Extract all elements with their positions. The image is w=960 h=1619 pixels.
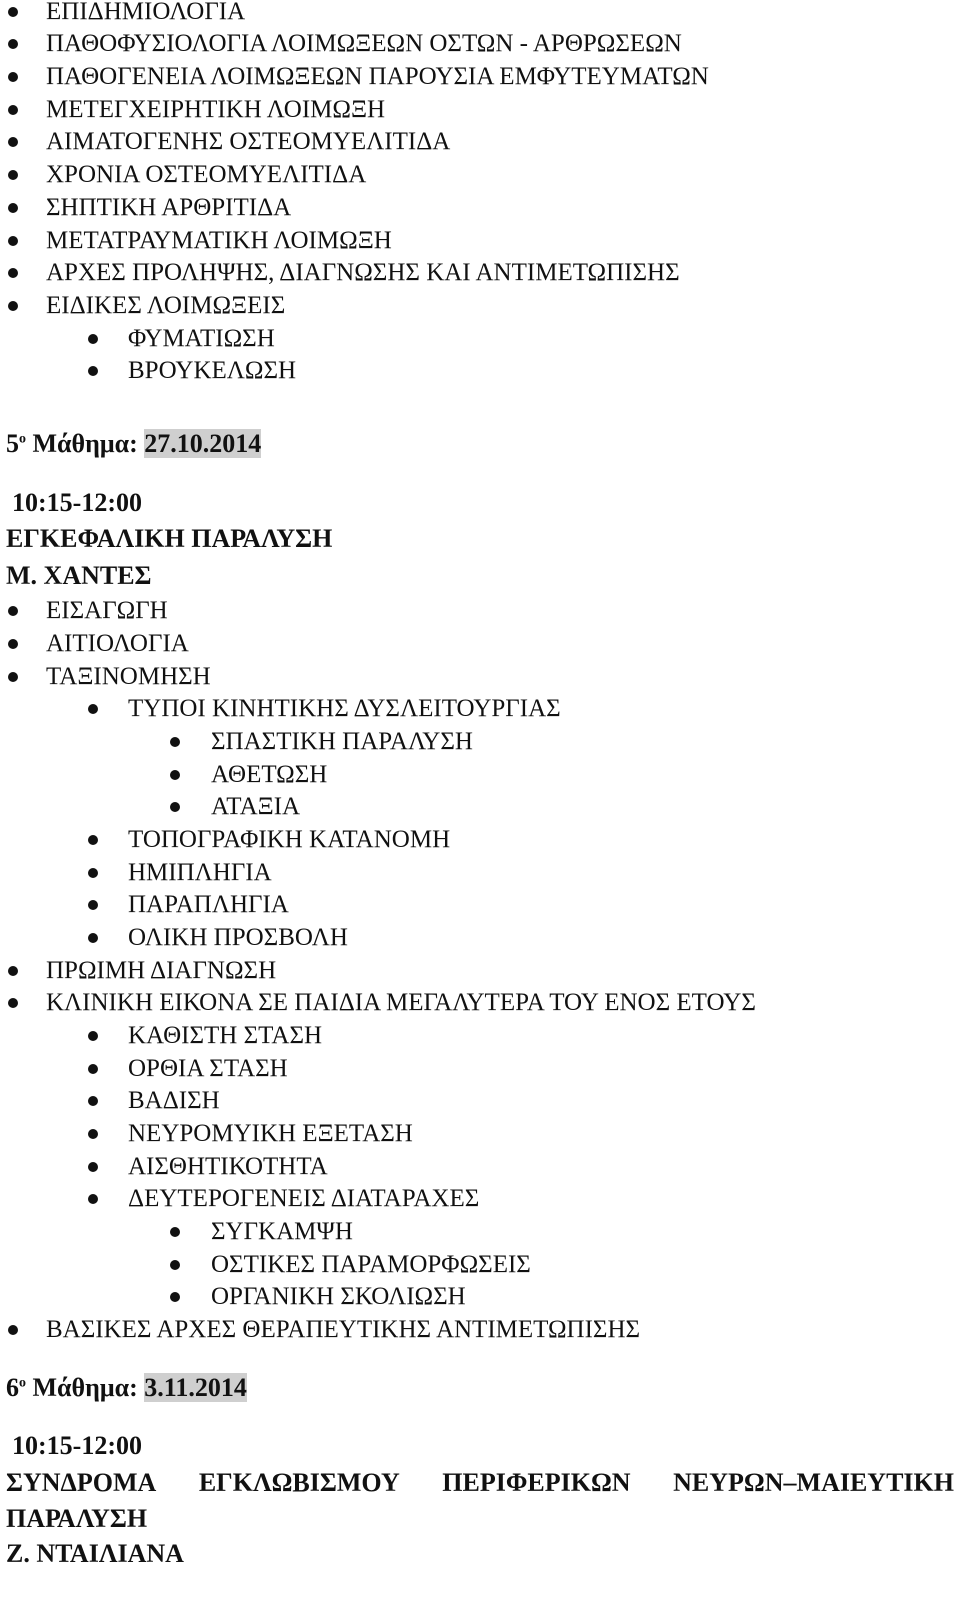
lesson-topic: ΕΓΚΕΦΑΛΙΚΗ ΠΑΡΑΛΥΣΗ [6,524,333,553]
list-item: ΒΑΣΙΚΕΣ ΑΡΧΕΣ ΘΕΡΑΠΕΥΤΙΚΗΣ ΑΝΤΙΜΕΤΩΠΙΣΗΣ [46,1316,641,1343]
lesson-time: 10:15-12:00 [12,488,142,517]
list-item: ΣΗΠΤΙΚΗ ΑΡΘΡΙΤΙΔΑ [46,194,292,221]
lesson-date: 3.11.2014 [144,1373,247,1402]
sub-list-item: ΝΕΥΡΟΜΥΙΚΗ ΕΞΕΤΑΣΗ [128,1120,413,1147]
list-item: ΚΛΙΝΙΚΗ ΕΙΚΟΝΑ ΣΕ ΠΑΙΔΙΑ ΜΕΓΑΛΥΤΕΡΑ ΤΟΥ ΕΝΟΣ ΕΤΟΥΣ [46,989,756,1016]
lesson-number: 5 [6,429,19,458]
list-item: ΤΑΞΙΝΟΜΗΣΗ [46,663,211,690]
sub-list-item: ΠΑΡΑΠΛΗΓΙΑ [128,891,289,918]
lesson-number: 6 [6,1373,19,1402]
lesson-heading [6,429,261,459]
lesson-heading [6,1373,247,1403]
sub-list-item: ΔΕΥΤΕΡΟΓΕΝΕΙΣ ΔΙΑΤΑΡΑΧΕΣ [128,1185,480,1212]
list-item: ΕΙΔΙΚΕΣ ΛΟΙΜΩΞΕΙΣ [46,292,286,319]
list-item: ΑΙΜΑΤΟΓΕΝΗΣ ΟΣΤΕΟΜΥΕΛΙΤΙΔΑ [46,128,451,155]
topic-word: ΠΕΡΙΦΕΡΙΚΩΝ [442,1468,631,1497]
sub-list-item: ΤΟΠΟΓΡΑΦΙΚΗ ΚΑΤΑΝΟΜΗ [128,826,451,853]
list-item: ΠΑΘΟΦΥΣΙΟΛΟΓΙΑ ΛΟΙΜΩΞΕΩΝ ΟΣΤΩΝ - ΑΡΘΡΩΣΕΩΝ [46,30,682,57]
list-item: ΜΕΤΑΤΡΑΥΜΑΤΙΚΗ ΛΟΙΜΩΞΗ [46,227,392,254]
sub-list-item: ΤΥΠΟΙ ΚΙΝΗΤΙΚΗΣ ΔΥΣΛΕΙΤΟΥΡΓΙΑΣ [128,695,561,722]
sub-list-item: ΦΥΜΑΤΙΩΣΗ [128,325,275,352]
sub-list-item: ΚΑΘΙΣΤΗ ΣΤΑΣΗ [128,1022,323,1049]
lesson-label: Μάθημα: [26,429,145,458]
list-item: ΑΙΤΙΟΛΟΓΙΑ [46,630,189,657]
sub-sub-list-item: ΣΠΑΣΤΙΚΗ ΠΑΡΑΛΥΣΗ [211,728,473,755]
list-item: ΕΙΣΑΓΩΓΗ [46,597,168,624]
sub-list-item: ΒΡΟΥΚΕΛΩΣΗ [128,357,297,384]
sub-sub-list-item: ΟΣΤΙΚΕΣ ΠΑΡΑΜΟΡΦΩΣΕΙΣ [211,1251,531,1278]
sub-list-item: ΗΜΙΠΛΗΓΙΑ [128,859,272,886]
sub-sub-list-item: ΣΥΓΚΑΜΨΗ [211,1218,353,1245]
lesson-label: Μάθημα: [26,1373,145,1402]
ordinal-marker: ο [19,431,26,447]
topic-word: ΕΓΚΛΩΒΙΣΜΟΥ [198,1468,400,1497]
list-item: ΠΡΩΙΜΗ ΔΙΑΓΝΩΣΗ [46,957,277,984]
topic-word: ΣΥΝΔΡΟΜΑ [6,1468,157,1497]
lesson-time: 10:15-12:00 [12,1431,142,1460]
ordinal-marker: ο [19,1375,26,1391]
lesson-lecturer: Μ. ΧΑΝΤΕΣ [6,561,152,590]
sub-list-item: ΟΛΙΚΗ ΠΡΟΣΒΟΛΗ [128,924,348,951]
list-item: ΕΠΙΔΗΜΙΟΛΟΓΙΑ [46,0,245,27]
topic-word: ΝΕΥΡΩΝ–ΜΑΙΕΥΤΙΚΗ [673,1468,954,1497]
sub-sub-list-item: ΑΤΑΞΙΑ [211,793,301,820]
lesson-topic [6,1468,954,1498]
lesson-date: 27.10.2014 [144,429,262,458]
sub-list-item: ΑΙΣΘΗΤΙΚΟΤΗΤΑ [128,1153,328,1180]
list-item: ΜΕΤΕΓΧΕΙΡΗΤΙΚΗ ΛΟΙΜΩΞΗ [46,96,386,123]
list-item: ΠΑΘΟΓΕΝΕΙΑ ΛΟΙΜΩΞΕΩΝ ΠΑΡΟΥΣΙΑ ΕΜΦΥΤΕΥΜΑΤΩΝ [46,63,709,90]
lesson-lecturer: Ζ. ΝΤΑΙΛΙΑΝΑ [6,1539,184,1568]
sub-sub-list-item: ΟΡΓΑΝΙΚΗ ΣΚΟΛΙΩΣΗ [211,1283,466,1310]
list-item: ΧΡΟΝΙΑ ΟΣΤΕΟΜΥΕΛΙΤΙΔΑ [46,161,367,188]
sub-sub-list-item: ΑΘΕΤΩΣΗ [211,761,328,788]
list-item: ΑΡΧΕΣ ΠΡΟΛΗΨΗΣ, ΔΙΑΓΝΩΣΗΣ ΚΑΙ ΑΝΤΙΜΕΤΩΠΙΣΗΣ [46,259,680,286]
sub-list-item: ΒΑΔΙΣΗ [128,1087,220,1114]
sub-list-item: ΟΡΘΙΑ ΣΤΑΣΗ [128,1055,288,1082]
lesson-topic-continued: ΠΑΡΑΛΥΣΗ [6,1504,148,1533]
